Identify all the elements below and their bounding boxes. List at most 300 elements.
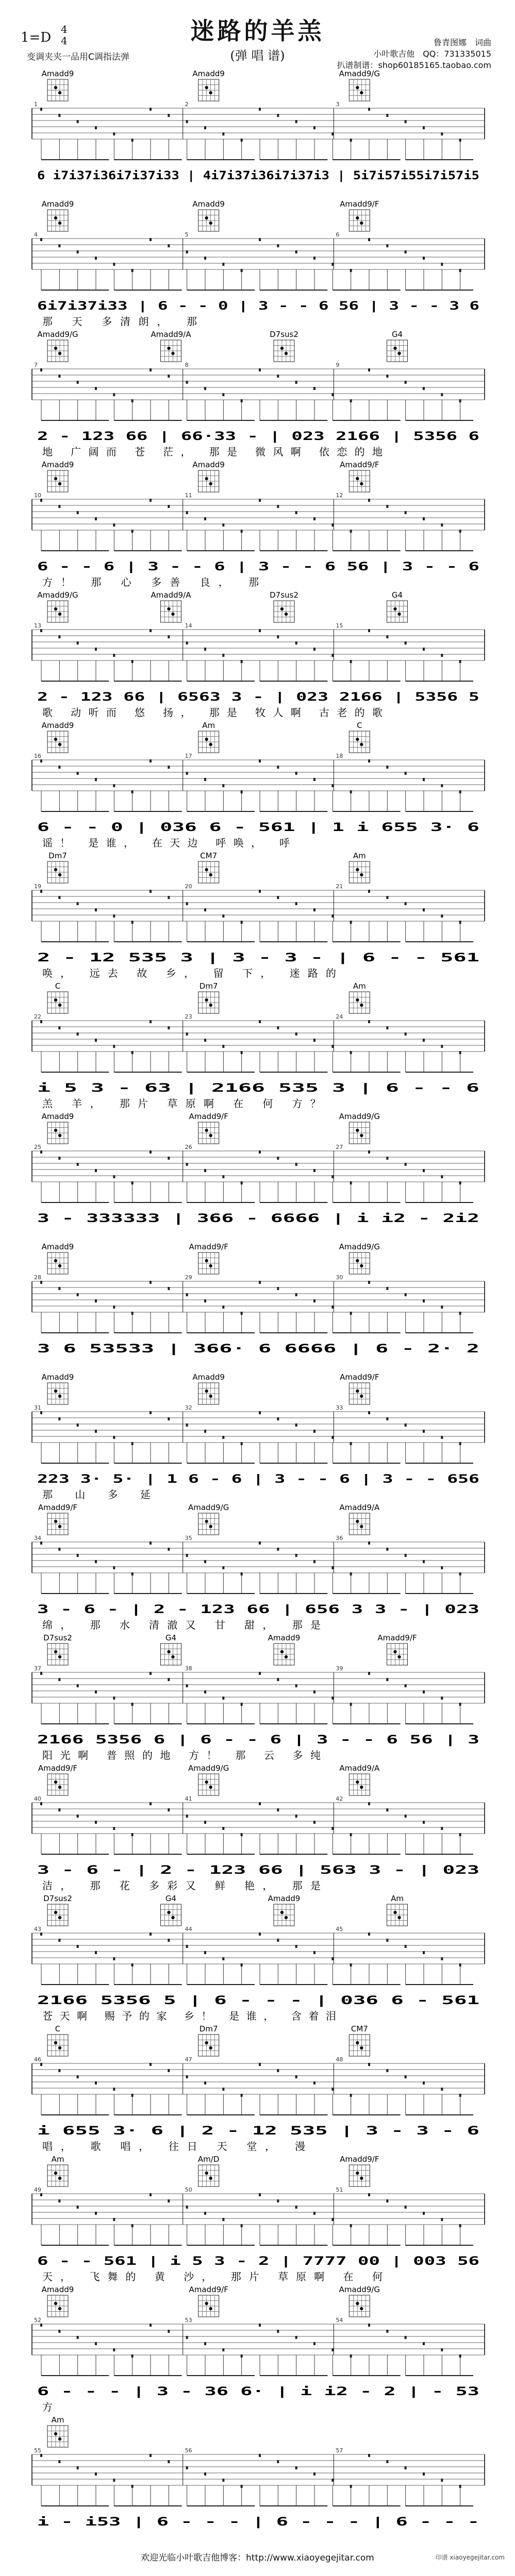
- tab-note: [95, 2342, 97, 2345]
- chord-finger-dot: [58, 1916, 61, 1919]
- chord-finger-dot: [58, 1525, 61, 1528]
- chord-name: Amadd9/F: [38, 1764, 78, 1773]
- tab-note: [331, 1957, 334, 1960]
- tab-note: [149, 238, 152, 241]
- tab-note: [113, 1436, 115, 1439]
- lyric-line: 天， 飞舞的 黄 沙， 那片 草原啊 在 何: [42, 2270, 383, 2283]
- chord-finger-dot: [54, 1520, 57, 1523]
- tab-note: [313, 1430, 315, 1433]
- tab-note: [77, 2466, 79, 2469]
- tab-note: [168, 114, 170, 117]
- tab-note: [386, 2199, 388, 2202]
- tab-note: [350, 269, 352, 272]
- tab-note: [441, 2218, 443, 2221]
- numbered-notation: 3 - 6 - | 2 - 123 66 | 656 3 3 - | 023: [37, 1603, 479, 1616]
- tab-note: [40, 2063, 42, 2066]
- bar-number: 36: [336, 1535, 343, 1541]
- tab-note: [222, 1566, 224, 1569]
- chord-name: CM7: [351, 2024, 368, 2033]
- chord-name: D7sus2: [270, 590, 298, 600]
- tab-note: [295, 2336, 297, 2339]
- bar-number: 50: [185, 2187, 192, 2193]
- tab-note: [95, 387, 97, 390]
- tab-note: [186, 1032, 188, 1036]
- tab-note: [131, 2224, 134, 2227]
- tab-note: [423, 1560, 425, 1563]
- tab-note: [149, 2193, 152, 2196]
- bar-number: 2: [185, 101, 189, 108]
- tab-note: [405, 1945, 407, 1948]
- tab-note: [241, 2224, 243, 2227]
- chord-finger-dot: [205, 1259, 208, 1262]
- tab-note: [405, 1423, 407, 1427]
- numbered-notation: 2 - 123 66 | 66·33 - | 023 2166 | 5356 6: [37, 430, 479, 443]
- tab-note: [149, 499, 152, 502]
- tab-note: [350, 2354, 352, 2358]
- tab-note: [423, 1039, 425, 1042]
- chord-name: G4: [165, 1894, 177, 1903]
- footer-link: 欢迎光临小叶歌吉他博客：http://www.xiaoyegejitar.com: [141, 2553, 374, 2563]
- tab-note: [131, 1442, 134, 1445]
- tab-note: [186, 2466, 188, 2469]
- numbered-notation: 2 - 12 535 3 | 3 - 3 - | 6 - - 561: [37, 952, 479, 964]
- tab-note: [405, 1815, 407, 1818]
- chord-finger-dot: [356, 1781, 359, 1784]
- tab-note: [259, 238, 261, 241]
- tab-note: [149, 1541, 152, 1545]
- tab-note: [131, 1963, 134, 1967]
- tab-note: [423, 1169, 425, 1172]
- key-signature: 1=D: [21, 30, 52, 45]
- tab-note: [77, 902, 79, 905]
- tab-note: [350, 399, 352, 402]
- chord-name: Amadd9: [41, 69, 74, 78]
- tab-note: [204, 387, 206, 390]
- chord-finger-dot: [209, 1004, 212, 1007]
- bar-number: 27: [336, 1144, 343, 1150]
- tab-note: [368, 2063, 370, 2066]
- tab-note: [186, 1684, 188, 1687]
- chord-name: Amadd9/F: [377, 1633, 417, 1642]
- bar-number: 34: [34, 1535, 41, 1541]
- tab-note: [113, 784, 115, 787]
- chord-name: C: [357, 721, 362, 730]
- tab-note: [313, 126, 315, 129]
- chord-name: Amadd9/G: [188, 1764, 229, 1773]
- tab-note: [168, 375, 170, 378]
- tab-note: [277, 2199, 279, 2202]
- tab-note: [295, 1423, 297, 1427]
- chord-finger-dot: [356, 2172, 359, 2175]
- tab-note: [241, 1963, 243, 1967]
- tab-note: [423, 2081, 425, 2084]
- tab-note: [295, 250, 297, 253]
- tab-note: [350, 1572, 352, 1575]
- chord-name: CM7: [200, 851, 218, 860]
- bar-number: 44: [185, 1926, 192, 1933]
- tab-note: [241, 139, 243, 142]
- tab-note: [313, 2081, 315, 2084]
- chord-finger-dot: [171, 1655, 174, 1658]
- tab-note: [113, 1306, 115, 1309]
- tab-note: [368, 1150, 370, 1154]
- tab-note: [295, 1554, 297, 1557]
- tab-note: [40, 238, 42, 241]
- chord-finger-dot: [356, 2041, 359, 2044]
- tab-note: [222, 1697, 224, 1700]
- chord-finger-dot: [393, 347, 396, 350]
- chord-finger-dot: [209, 1786, 212, 1789]
- bar-number: 30: [336, 1274, 343, 1281]
- tab-note: [241, 269, 243, 272]
- bar-number: 17: [185, 753, 192, 759]
- chord-finger-dot: [360, 1395, 363, 1398]
- chord-finger-dot: [397, 1655, 401, 1658]
- tab-note: [405, 2336, 407, 2339]
- chord-finger-dot: [54, 1911, 57, 1914]
- tab-note: [222, 2088, 224, 2091]
- tab-note: [186, 2075, 188, 2078]
- tab-note: [405, 2075, 407, 2078]
- tab-note: [131, 2094, 134, 2097]
- chord-name: Amadd9: [41, 1112, 74, 1121]
- tab-note: [204, 1039, 206, 1042]
- numbered-notation: i - i53 | 6 - - - | 6 - - - | 6 - - -: [37, 2516, 479, 2529]
- chord-finger-dot: [356, 86, 359, 89]
- chord-finger-dot: [356, 738, 359, 741]
- tab-note: [295, 1815, 297, 1818]
- tab-note: [131, 1572, 134, 1575]
- tab-note: [222, 132, 224, 135]
- tab-note: [241, 2094, 243, 2097]
- chord-finger-dot: [360, 1134, 363, 1137]
- bar-number: 7: [34, 362, 38, 368]
- tab-note: [58, 1678, 60, 1681]
- tab-note: [168, 1287, 170, 1290]
- chord-finger-dot: [167, 1911, 170, 1914]
- bar-number: 42: [336, 1795, 343, 1802]
- tab-note: [131, 2354, 134, 2358]
- chord-finger-dot: [360, 1264, 363, 1267]
- tab-note: [386, 1287, 388, 1290]
- tab-note: [40, 2324, 42, 2327]
- chord-name: G4: [391, 330, 403, 339]
- tab-note: [113, 1957, 115, 1960]
- chord-name: Amadd9/A: [151, 330, 191, 339]
- tab-note: [241, 1051, 243, 1054]
- tab-note: [95, 2472, 97, 2476]
- tab-note: [259, 1281, 261, 1284]
- tab-note: [441, 1566, 443, 1569]
- numbered-notation: 6 - - 561 | i 5 3 - 2 | 7777 00 | 003 56: [37, 2255, 479, 2268]
- tab-note: [186, 1423, 188, 1427]
- tab-note: [313, 1299, 315, 1302]
- chord-finger-dot: [209, 2046, 212, 2049]
- bar-number: 21: [336, 883, 343, 890]
- tab-note: [95, 1560, 97, 1563]
- tab-note: [368, 2454, 370, 2457]
- chord-finger-dot: [54, 347, 57, 350]
- tab-note: [222, 393, 224, 396]
- tab-note: [241, 921, 243, 924]
- tab-note: [405, 902, 407, 905]
- tab-note: [149, 1672, 152, 1675]
- tab-note: [459, 660, 461, 663]
- tab-note: [331, 263, 334, 266]
- tab-note: [368, 2324, 370, 2327]
- tab-note: [95, 126, 97, 129]
- tab-note: [113, 393, 115, 396]
- tab-note: [77, 511, 79, 514]
- tab-note: [405, 1684, 407, 1687]
- tab-note: [259, 629, 261, 632]
- chord-finger-dot: [285, 1916, 288, 1919]
- tab-note: [131, 2485, 134, 2488]
- tab-note: [95, 1299, 97, 1302]
- tab-note: [331, 654, 334, 657]
- tab-note: [95, 1690, 97, 1693]
- tab-note: [423, 2472, 425, 2476]
- chord-finger-dot: [356, 1520, 359, 1523]
- chord-finger-dot: [209, 222, 212, 225]
- tab-note: [423, 2342, 425, 2345]
- numbered-notation: 3 - 6 - | 2 - 123 66 | 563 3 - | 023: [37, 1864, 479, 1877]
- tab-note: [350, 139, 352, 142]
- chord-finger-dot: [54, 2432, 57, 2435]
- tab-note: [168, 1417, 170, 1420]
- chord-finger-dot: [393, 607, 396, 611]
- tab-note: [58, 2199, 60, 2202]
- tab-note: [77, 2336, 79, 2339]
- page-subtitle: (弹 唱 谱): [230, 48, 285, 63]
- tab-note: [204, 1690, 206, 1693]
- chord-name: Amadd9/F: [340, 2155, 379, 2164]
- tab-note: [313, 1951, 315, 1954]
- chord-finger-dot: [205, 1781, 208, 1784]
- tab-note: [405, 772, 407, 775]
- chord-finger-dot: [393, 1650, 396, 1653]
- tab-note: [277, 1678, 279, 1681]
- chord-finger-dot: [54, 2302, 57, 2305]
- chord-finger-dot: [58, 1395, 61, 1398]
- chord-finger-dot: [58, 873, 61, 876]
- tab-note: [441, 132, 443, 135]
- bar-number: 4: [34, 231, 38, 238]
- lyric-line: 洁， 那 花 多彩又 鲜 艳， 那是: [42, 1879, 321, 1892]
- tab-note: [386, 766, 388, 769]
- chord-name: Am: [51, 2155, 64, 2164]
- bar-number: 41: [185, 1795, 192, 1802]
- tab-note: [459, 1442, 461, 1445]
- bar-number: 46: [34, 2056, 41, 2063]
- bar-number: 29: [185, 1274, 192, 1281]
- chord-name: Amadd9: [192, 69, 225, 78]
- bar-number: 13: [34, 622, 41, 629]
- tab-note: [259, 1672, 261, 1675]
- tab-note: [168, 2460, 170, 2463]
- bar-number: 6: [336, 231, 340, 238]
- tab-note: [405, 641, 407, 645]
- tab-note: [259, 1020, 261, 1023]
- tab-note: [168, 505, 170, 508]
- chord-finger-dot: [54, 1389, 57, 1393]
- chord-name: Amadd9/G: [37, 330, 78, 339]
- chord-finger-dot: [205, 216, 208, 219]
- chord-name: Dm7: [48, 851, 67, 860]
- tab-note: [95, 517, 97, 520]
- tab-note: [386, 2069, 388, 2072]
- tab-note: [350, 1312, 352, 1315]
- tab-note: [386, 1157, 388, 1160]
- tab-note: [95, 1430, 97, 1433]
- chord-finger-dot: [285, 1655, 288, 1658]
- chord-name: Amadd9/G: [339, 2285, 380, 2294]
- tab-note: [113, 1175, 115, 1178]
- chord-finger-dot: [54, 607, 57, 611]
- tab-note: [168, 635, 170, 638]
- credit-author: 鲁青图娜 词曲: [433, 38, 491, 47]
- bar-number: 53: [185, 2317, 192, 2324]
- tab-note: [241, 660, 243, 663]
- tab-note: [277, 375, 279, 378]
- tab-note: [186, 511, 188, 514]
- chord-name: Amadd9/G: [339, 69, 380, 78]
- tab-note: [168, 1026, 170, 1029]
- tab-note: [241, 1703, 243, 1706]
- chord-finger-dot: [58, 613, 61, 616]
- tab-note: [95, 1821, 97, 1824]
- tab-note: [441, 263, 443, 266]
- chord-finger-dot: [356, 1129, 359, 1132]
- tab-note: [423, 1951, 425, 1954]
- tab-note: [313, 908, 315, 911]
- tab-note: [95, 908, 97, 911]
- tab-note: [313, 648, 315, 651]
- tab-note: [204, 648, 206, 651]
- tab-note: [222, 654, 224, 657]
- chord-name: Am: [353, 981, 366, 991]
- chord-finger-dot: [360, 2177, 363, 2180]
- tab-note: [313, 387, 315, 390]
- tab-note: [277, 1548, 279, 1551]
- chord-finger-dot: [360, 1525, 363, 1528]
- chord-finger-dot: [205, 2302, 208, 2305]
- tab-note: [368, 890, 370, 893]
- lyric-line: 苍天啊 赐予的家 乡！ 是谁， 含着泪: [42, 2010, 336, 2022]
- chord-name: Amadd9/F: [189, 2285, 228, 2294]
- tab-note: [368, 2193, 370, 2196]
- chord-name: Amadd9/F: [189, 1112, 228, 1121]
- tab-note: [295, 641, 297, 645]
- chord-finger-dot: [205, 738, 208, 741]
- tab-note: [168, 896, 170, 899]
- tab-note: [405, 250, 407, 253]
- numbered-notation: 6 - - 0 | 036 6 - 561 | 1 i 655 3· 6: [37, 821, 479, 834]
- tab-note: [58, 1548, 60, 1551]
- bar-number: 49: [34, 2187, 41, 2193]
- tab-note: [149, 629, 152, 632]
- bar-number: 56: [185, 2447, 192, 2454]
- tab-note: [259, 1541, 261, 1545]
- tab-note: [186, 772, 188, 775]
- tab-note: [313, 1169, 315, 1172]
- chord-finger-dot: [209, 482, 212, 485]
- tab-note: [149, 1411, 152, 1414]
- chord-finger-dot: [209, 873, 212, 876]
- tab-note: [113, 2218, 115, 2221]
- chord-name: Amadd9: [41, 1242, 74, 1251]
- tab-note: [441, 2479, 443, 2482]
- tab-note: [241, 790, 243, 793]
- chord-finger-dot: [356, 2302, 359, 2305]
- bar-number: 43: [34, 1926, 41, 1933]
- tab-note: [186, 1815, 188, 1818]
- chord-finger-dot: [58, 2046, 61, 2049]
- chord-finger-dot: [285, 613, 288, 616]
- tab-note: [113, 523, 115, 527]
- bar-number: 19: [34, 883, 41, 890]
- numbered-notation: 6i7i37i33 | 6 - - 0 | 3 - - 6 56 | 3 - - 3 6: [37, 300, 479, 313]
- tab-note: [222, 1827, 224, 1830]
- chord-finger-dot: [205, 1520, 208, 1523]
- chord-finger-dot: [54, 1781, 57, 1784]
- bar-number: 39: [336, 1665, 343, 1672]
- tab-note: [113, 2348, 115, 2351]
- tab-note: [331, 2348, 334, 2351]
- tab-note: [259, 1802, 261, 1805]
- bar-number: 10: [34, 492, 41, 499]
- chord-finger-dot: [397, 352, 401, 355]
- tab-note: [441, 1045, 443, 1048]
- chord-name: Amadd9/G: [188, 1503, 229, 1512]
- tab-note: [149, 2063, 152, 2066]
- chord-name: Am/D: [197, 2155, 220, 2164]
- tab-note: [423, 517, 425, 520]
- chord-finger-dot: [285, 352, 288, 355]
- tab-note: [405, 1032, 407, 1036]
- tab-note: [405, 2466, 407, 2469]
- tab-note: [77, 1293, 79, 1296]
- bar-number: 14: [185, 622, 192, 629]
- tab-note: [368, 1672, 370, 1675]
- chord-finger-dot: [356, 477, 359, 480]
- bar-number: 26: [185, 1144, 192, 1150]
- tab-note: [40, 2454, 42, 2457]
- tab-note: [222, 1306, 224, 1309]
- tab-note: [459, 2354, 461, 2358]
- bar-number: 8: [185, 362, 189, 368]
- tab-note: [423, 2212, 425, 2215]
- tab-note: [58, 896, 60, 899]
- tab-note: [295, 1684, 297, 1687]
- chord-name: Amadd9: [268, 1633, 301, 1642]
- chord-name: Amadd9/F: [340, 1372, 379, 1382]
- tab-note: [204, 1951, 206, 1954]
- tab-note: [186, 641, 188, 645]
- tab-note: [295, 120, 297, 123]
- bar-number: 37: [34, 1665, 41, 1672]
- tab-note: [295, 2466, 297, 2469]
- tab-note: [277, 1808, 279, 1811]
- tab-note: [149, 1933, 152, 1936]
- tab-note: [386, 1808, 388, 1811]
- tab-note: [277, 1026, 279, 1029]
- tab-note: [277, 1417, 279, 1420]
- tab-note: [168, 2330, 170, 2333]
- tab-note: [277, 635, 279, 638]
- bar-number: 45: [336, 1926, 343, 1933]
- tab-note: [40, 108, 42, 111]
